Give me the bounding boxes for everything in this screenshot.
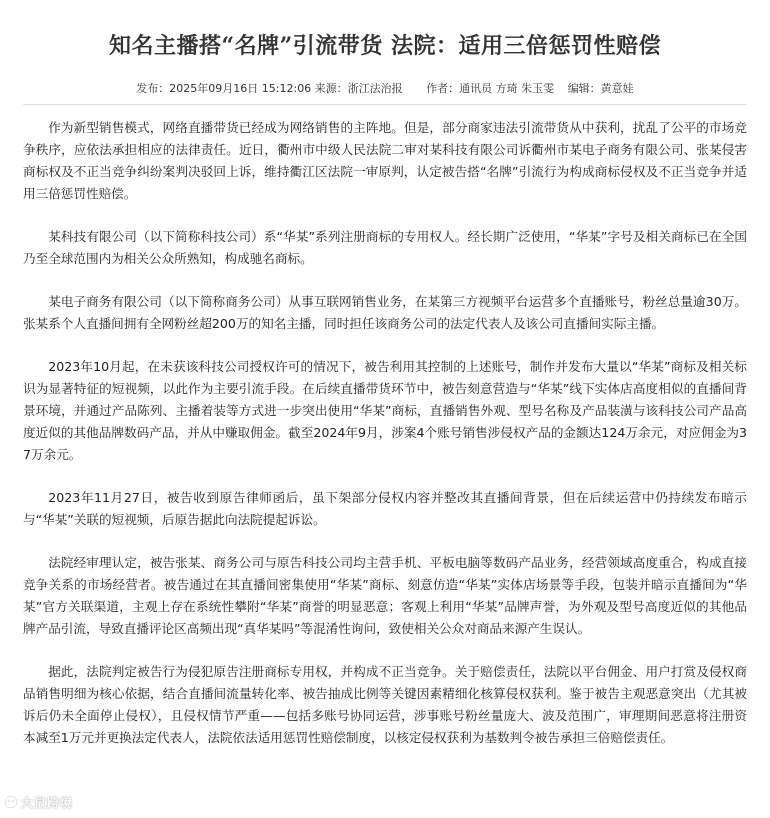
article-paragraph: 某电子商务有限公司（以下简称商务公司）从事互联网销售业务，在某第三方视频平台运营多个直播账号，粉丝总量逾30万。张某系个人直播间拥有全网粉丝超200万的知名主播，同时担任该商务公司的法定代表人及该公司直播间实际主播。	[23, 294, 747, 331]
watermark	[4, 793, 73, 811]
article-title: 知名主播搭“名牌”引流带货 法院：适用三倍惩罚性赔偿	[109, 33, 661, 59]
watermark-text: 大鼠跨境	[21, 795, 74, 810]
article-paragraph: 作为新型销售模式，网络直播带货已经成为网络销售的主阵地。但是，部分商家违法引流带货从中获利，扰乱了公平的市场竞争秩序，应依法承担相应的法律责任。近日，衢州市中级人民法院二审对某科技有限公司诉衢州市某电子商务有限公司、张某侵害商标权及不正当竞争纠纷案判决驳回上诉，维持衢江区法院一审原判，认定被告搭“名牌”引流行为构成商标侵权及不正当竞争并适用三倍惩罚性赔偿。	[23, 120, 747, 201]
article-authors: 作者：通讯员 方琦 朱玉雯	[426, 82, 555, 95]
publish-time: 发布：2025年09月16日 15:12:06	[136, 82, 312, 95]
article-paragraph: 2023年10月起，在未获该科技公司授权许可的情况下，被告利用其控制的上述账号，制作并发布大量以“华某”商标及相关标识为显著特征的短视频，以此作为主要引流手段。在后续直播带货环节中，被告刻意营造与“华某”线下实体店高度相似的直播间背景环境，并通过产品陈列、主播着装等方式进一步突出使用“华某”商标，直播销售外观、型号名称及产品装潢与该科技公司产品高度近似的其他品牌数码产品，并从中赚取佣金。截至2024年9月，涉案4个账号销售涉侵权产品的金额达124万余元，对应佣金为37万余元。	[23, 359, 747, 462]
meta-divider	[23, 104, 747, 105]
article-editor: 编辑：黄意娃	[567, 82, 634, 95]
mouse-logo-icon	[4, 795, 18, 809]
article-source: 来源：浙江法治报	[314, 82, 403, 95]
article-paragraph: 某科技有限公司（以下简称科技公司）系“华某”系列注册商标的专用权人。经长期广泛使用，“华某”字号及相关商标已在全国乃至全球范围内为相关公众所熟知，构成驰名商标。	[23, 229, 747, 266]
article-paragraph: 据此，法院判定被告行为侵犯原告注册商标专用权，并构成不正当竞争。关于赔偿责任，法院以平台佣金、用户打赏及侵权商品销售明细为核心依据，结合直播间流量转化率、被告抽成比例等关键因素精细化核算侵权获利。鉴于被告主观恶意突出（尤其被诉后仍未全面停止侵权），且侵权情节严重——包括多账号协同运营，涉事账号粉丝量庞大、波及范围广，审理期间恶意将注册资本减至1万元并更换法定代表人，法院依法适用惩罚性赔偿制度，以核定侵权获利为基数判令被告承担三倍赔偿责任。	[23, 664, 747, 745]
article-paragraph: 2023年11月27日，被告收到原告律师函后，虽下架部分侵权内容并整改其直播间背景，但在后续运营中仍持续发布暗示与“华某”关联的短视频，后原告据此向法院提起诉讼。	[23, 490, 747, 527]
article-body	[23, 117, 747, 749]
article-paragraph: 法院经审理认定，被告张某、商务公司与原告科技公司均主营手机、平板电脑等数码产品业务，经营领域高度重合，构成直接竞争关系的市场经营者。被告通过在其直播间密集使用“华某”商标、刻意仿造“华某”实体店场景等手段，包装并暗示直播间为“华某”官方关联渠道，主观上存在系统性攀附“华某”商誉的明显恶意；客观上利用“华某”品牌声誉，为外观及型号高度近似的其他品牌产品引流，导致直播评论区高频出现“真华某吗”等混淆性询问，致使相关公众对商品来源产生误认。	[23, 555, 747, 636]
article-meta	[23, 80, 747, 97]
